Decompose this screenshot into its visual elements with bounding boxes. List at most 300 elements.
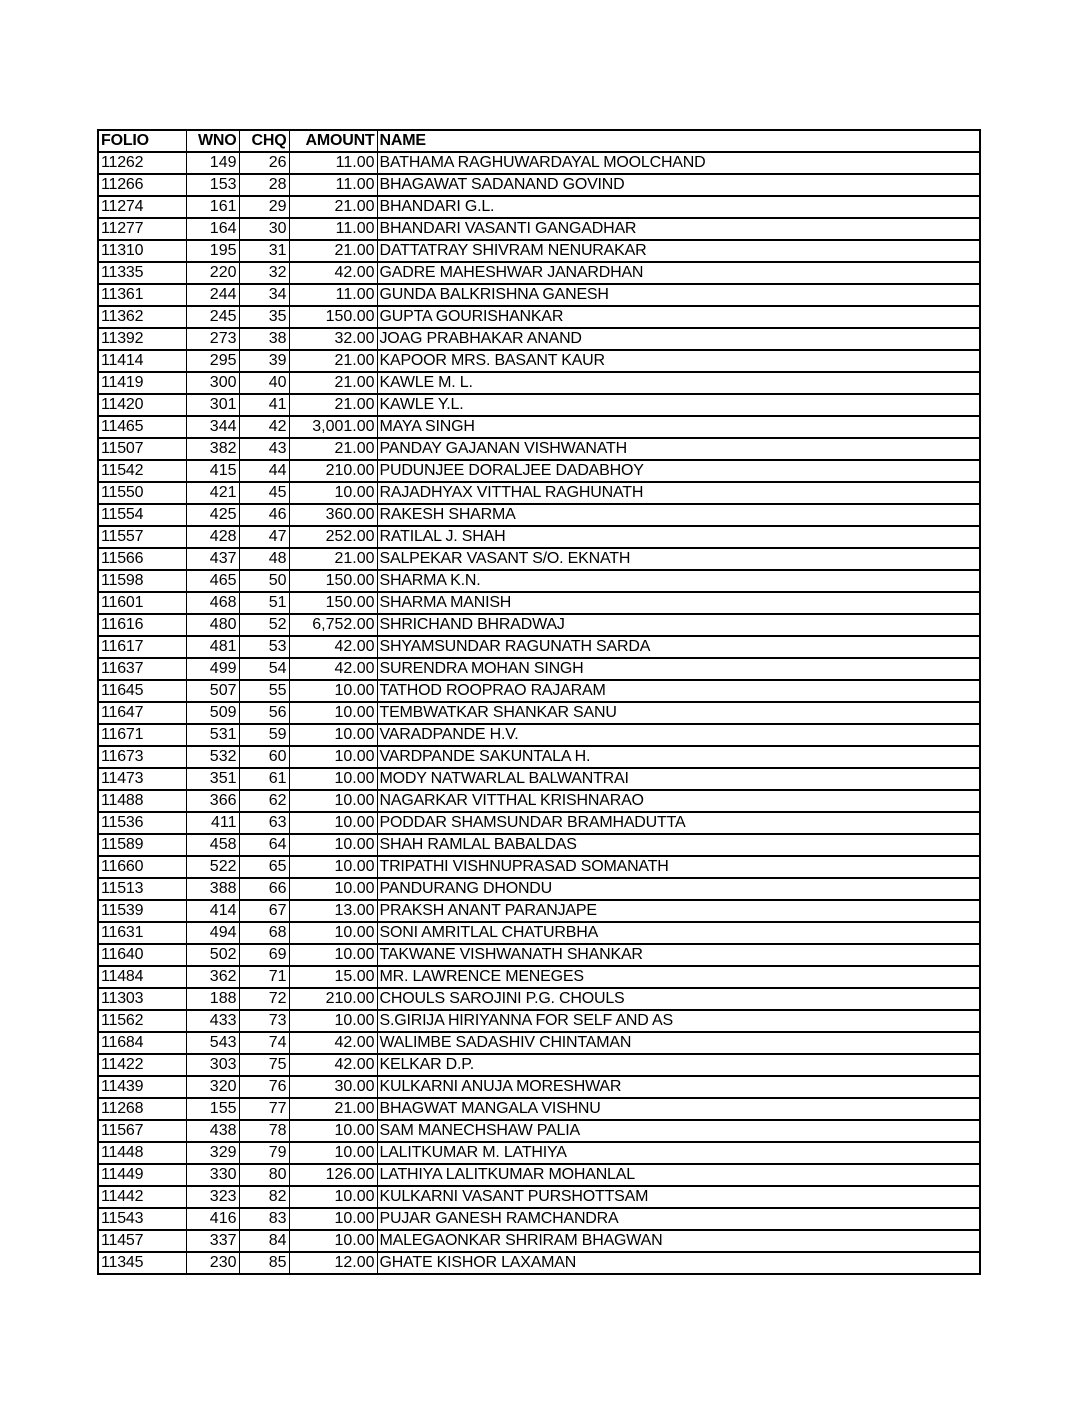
name-cell: BATHAMA RAGHUWARDAYAL MOOLCHAND xyxy=(377,152,980,174)
wno-cell: 428 xyxy=(186,526,239,548)
table-row xyxy=(98,1054,980,1076)
table-row xyxy=(98,372,980,394)
wno-cell: 481 xyxy=(186,636,239,658)
wno-cell: 499 xyxy=(186,658,239,680)
wno-cell: 465 xyxy=(186,570,239,592)
chq-cell: 29 xyxy=(239,196,289,218)
chq-cell: 52 xyxy=(239,614,289,636)
name-cell: BHANDARI G.L. xyxy=(377,196,980,218)
table-row xyxy=(98,1098,980,1120)
folio-cell: 11268 xyxy=(98,1098,186,1120)
chq-cell: 44 xyxy=(239,460,289,482)
amount-cell: 42.00 xyxy=(289,1032,377,1054)
amount-cell: 10.00 xyxy=(289,834,377,856)
amount-cell: 21.00 xyxy=(289,196,377,218)
folio-cell: 11671 xyxy=(98,724,186,746)
amount-cell: 11.00 xyxy=(289,174,377,196)
amount-cell: 10.00 xyxy=(289,1230,377,1252)
name-cell: NAGARKAR VITTHAL KRISHNARAO xyxy=(377,790,980,812)
chq-cell: 82 xyxy=(239,1186,289,1208)
name-cell: KULKARNI ANUJA MORESHWAR xyxy=(377,1076,980,1098)
table-row xyxy=(98,834,980,856)
table-row xyxy=(98,1142,980,1164)
amount-cell: 252.00 xyxy=(289,526,377,548)
folio-cell: 11543 xyxy=(98,1208,186,1230)
dividend-table xyxy=(97,129,981,1275)
wno-cell: 468 xyxy=(186,592,239,614)
wno-cell: 230 xyxy=(186,1252,239,1274)
wno-cell: 509 xyxy=(186,702,239,724)
chq-cell: 47 xyxy=(239,526,289,548)
amount-cell: 13.00 xyxy=(289,900,377,922)
chq-cell: 55 xyxy=(239,680,289,702)
amount-cell: 21.00 xyxy=(289,548,377,570)
folio-cell: 11562 xyxy=(98,1010,186,1032)
name-cell: CHOULS SAROJINI P.G. CHOULS xyxy=(377,988,980,1010)
amount-cell: 10.00 xyxy=(289,856,377,878)
amount-cell: 150.00 xyxy=(289,570,377,592)
table-body xyxy=(98,152,980,1274)
chq-cell: 73 xyxy=(239,1010,289,1032)
amount-cell: 15.00 xyxy=(289,966,377,988)
header-row xyxy=(98,130,980,152)
folio-cell: 11362 xyxy=(98,306,186,328)
wno-cell: 433 xyxy=(186,1010,239,1032)
folio-cell: 11439 xyxy=(98,1076,186,1098)
folio-cell: 11266 xyxy=(98,174,186,196)
name-cell: TEMBWATKAR SHANKAR SANU xyxy=(377,702,980,724)
wno-cell: 480 xyxy=(186,614,239,636)
amount-cell: 10.00 xyxy=(289,922,377,944)
table-row xyxy=(98,988,980,1010)
table-row xyxy=(98,416,980,438)
chq-cell: 26 xyxy=(239,152,289,174)
table-row xyxy=(98,1120,980,1142)
name-cell: KAPOOR MRS. BASANT KAUR xyxy=(377,350,980,372)
name-cell: TRIPATHI VISHNUPRASAD SOMANATH xyxy=(377,856,980,878)
folio-cell: 11617 xyxy=(98,636,186,658)
name-cell: SHYAMSUNDAR RAGUNATH SARDA xyxy=(377,636,980,658)
table-row xyxy=(98,504,980,526)
amount-cell: 210.00 xyxy=(289,460,377,482)
name-cell: S.GIRIJA HIRIYANNA FOR SELF AND AS xyxy=(377,1010,980,1032)
chq-cell: 78 xyxy=(239,1120,289,1142)
name-cell: WALIMBE SADASHIV CHINTAMAN xyxy=(377,1032,980,1054)
chq-cell: 54 xyxy=(239,658,289,680)
folio-cell: 11310 xyxy=(98,240,186,262)
amount-cell: 10.00 xyxy=(289,878,377,900)
name-cell: KAWLE Y.L. xyxy=(377,394,980,416)
table-row xyxy=(98,1208,980,1230)
chq-cell: 67 xyxy=(239,900,289,922)
table-row xyxy=(98,878,980,900)
column-header-folio: FOLIO xyxy=(98,130,186,152)
amount-cell: 21.00 xyxy=(289,372,377,394)
table-row xyxy=(98,1076,980,1098)
folio-cell: 11488 xyxy=(98,790,186,812)
amount-cell: 30.00 xyxy=(289,1076,377,1098)
amount-cell: 10.00 xyxy=(289,768,377,790)
chq-cell: 38 xyxy=(239,328,289,350)
table-row xyxy=(98,746,980,768)
table-row xyxy=(98,350,980,372)
table-row xyxy=(98,1032,980,1054)
chq-cell: 45 xyxy=(239,482,289,504)
amount-cell: 3,001.00 xyxy=(289,416,377,438)
wno-cell: 425 xyxy=(186,504,239,526)
folio-cell: 11566 xyxy=(98,548,186,570)
column-header-chq: CHQ xyxy=(239,130,289,152)
folio-cell: 11345 xyxy=(98,1252,186,1274)
name-cell: PUJAR GANESH RAMCHANDRA xyxy=(377,1208,980,1230)
amount-cell: 126.00 xyxy=(289,1164,377,1186)
folio-cell: 11422 xyxy=(98,1054,186,1076)
wno-cell: 421 xyxy=(186,482,239,504)
wno-cell: 522 xyxy=(186,856,239,878)
folio-cell: 11557 xyxy=(98,526,186,548)
table-row xyxy=(98,262,980,284)
chq-cell: 56 xyxy=(239,702,289,724)
table-row xyxy=(98,724,980,746)
folio-cell: 11631 xyxy=(98,922,186,944)
wno-cell: 411 xyxy=(186,812,239,834)
amount-cell: 10.00 xyxy=(289,680,377,702)
name-cell: GUNDA BALKRISHNA GANESH xyxy=(377,284,980,306)
amount-cell: 11.00 xyxy=(289,152,377,174)
name-cell: SURENDRA MOHAN SINGH xyxy=(377,658,980,680)
folio-cell: 11277 xyxy=(98,218,186,240)
amount-cell: 150.00 xyxy=(289,306,377,328)
wno-cell: 301 xyxy=(186,394,239,416)
folio-cell: 11484 xyxy=(98,966,186,988)
name-cell: SAM MANECHSHAW PALIA xyxy=(377,1120,980,1142)
wno-cell: 323 xyxy=(186,1186,239,1208)
folio-cell: 11645 xyxy=(98,680,186,702)
name-cell: PODDAR SHAMSUNDAR BRAMHADUTTA xyxy=(377,812,980,834)
wno-cell: 351 xyxy=(186,768,239,790)
chq-cell: 43 xyxy=(239,438,289,460)
table-row xyxy=(98,1186,980,1208)
chq-cell: 59 xyxy=(239,724,289,746)
folio-cell: 11303 xyxy=(98,988,186,1010)
wno-cell: 344 xyxy=(186,416,239,438)
amount-cell: 32.00 xyxy=(289,328,377,350)
name-cell: JOAG PRABHAKAR ANAND xyxy=(377,328,980,350)
table-row xyxy=(98,306,980,328)
chq-cell: 80 xyxy=(239,1164,289,1186)
name-cell: PRAKSH ANANT PARANJAPE xyxy=(377,900,980,922)
amount-cell: 11.00 xyxy=(289,284,377,306)
chq-cell: 53 xyxy=(239,636,289,658)
chq-cell: 35 xyxy=(239,306,289,328)
name-cell: TATHOD ROOPRAO RAJARAM xyxy=(377,680,980,702)
wno-cell: 531 xyxy=(186,724,239,746)
amount-cell: 10.00 xyxy=(289,1120,377,1142)
table-row xyxy=(98,196,980,218)
table-row xyxy=(98,592,980,614)
folio-cell: 11637 xyxy=(98,658,186,680)
amount-cell: 10.00 xyxy=(289,790,377,812)
name-cell: BHANDARI VASANTI GANGADHAR xyxy=(377,218,980,240)
table-row xyxy=(98,944,980,966)
folio-cell: 11262 xyxy=(98,152,186,174)
name-cell: GUPTA GOURISHANKAR xyxy=(377,306,980,328)
name-cell: BHAGAWAT SADANAND GOVIND xyxy=(377,174,980,196)
column-header-name: NAME xyxy=(377,130,980,152)
chq-cell: 50 xyxy=(239,570,289,592)
folio-cell: 11660 xyxy=(98,856,186,878)
amount-cell: 10.00 xyxy=(289,1142,377,1164)
table-row xyxy=(98,174,980,196)
chq-cell: 71 xyxy=(239,966,289,988)
table-row xyxy=(98,614,980,636)
table-row xyxy=(98,636,980,658)
name-cell: PANDURANG DHONDU xyxy=(377,878,980,900)
folio-cell: 11465 xyxy=(98,416,186,438)
name-cell: RAJADHYAX VITTHAL RAGHUNATH xyxy=(377,482,980,504)
amount-cell: 10.00 xyxy=(289,1186,377,1208)
name-cell: PUDUNJEE DORALJEE DADABHOY xyxy=(377,460,980,482)
wno-cell: 195 xyxy=(186,240,239,262)
name-cell: KULKARNI VASANT PURSHOTTSAM xyxy=(377,1186,980,1208)
amount-cell: 21.00 xyxy=(289,350,377,372)
name-cell: BHAGWAT MANGALA VISHNU xyxy=(377,1098,980,1120)
name-cell: MAYA SINGH xyxy=(377,416,980,438)
wno-cell: 458 xyxy=(186,834,239,856)
table-row xyxy=(98,328,980,350)
chq-cell: 65 xyxy=(239,856,289,878)
name-cell: SHAH RAMLAL BABALDAS xyxy=(377,834,980,856)
wno-cell: 295 xyxy=(186,350,239,372)
chq-cell: 41 xyxy=(239,394,289,416)
folio-cell: 11274 xyxy=(98,196,186,218)
column-header-wno: WNO xyxy=(186,130,239,152)
wno-cell: 416 xyxy=(186,1208,239,1230)
amount-cell: 10.00 xyxy=(289,702,377,724)
table-row xyxy=(98,152,980,174)
wno-cell: 155 xyxy=(186,1098,239,1120)
wno-cell: 300 xyxy=(186,372,239,394)
chq-cell: 63 xyxy=(239,812,289,834)
amount-cell: 21.00 xyxy=(289,240,377,262)
folio-cell: 11335 xyxy=(98,262,186,284)
chq-cell: 79 xyxy=(239,1142,289,1164)
chq-cell: 72 xyxy=(239,988,289,1010)
table-row xyxy=(98,812,980,834)
chq-cell: 28 xyxy=(239,174,289,196)
chq-cell: 46 xyxy=(239,504,289,526)
chq-cell: 61 xyxy=(239,768,289,790)
amount-cell: 10.00 xyxy=(289,482,377,504)
table-row xyxy=(98,900,980,922)
folio-cell: 11640 xyxy=(98,944,186,966)
wno-cell: 220 xyxy=(186,262,239,284)
folio-cell: 11589 xyxy=(98,834,186,856)
name-cell: KELKAR D.P. xyxy=(377,1054,980,1076)
folio-cell: 11361 xyxy=(98,284,186,306)
name-cell: SALPEKAR VASANT S/O. EKNATH xyxy=(377,548,980,570)
amount-cell: 10.00 xyxy=(289,1010,377,1032)
folio-cell: 11507 xyxy=(98,438,186,460)
chq-cell: 48 xyxy=(239,548,289,570)
table-row xyxy=(98,922,980,944)
wno-cell: 507 xyxy=(186,680,239,702)
chq-cell: 30 xyxy=(239,218,289,240)
chq-cell: 84 xyxy=(239,1230,289,1252)
name-cell: GADRE MAHESHWAR JANARDHAN xyxy=(377,262,980,284)
amount-cell: 10.00 xyxy=(289,1208,377,1230)
amount-cell: 21.00 xyxy=(289,438,377,460)
chq-cell: 66 xyxy=(239,878,289,900)
chq-cell: 60 xyxy=(239,746,289,768)
folio-cell: 11442 xyxy=(98,1186,186,1208)
amount-cell: 210.00 xyxy=(289,988,377,1010)
chq-cell: 40 xyxy=(239,372,289,394)
wno-cell: 273 xyxy=(186,328,239,350)
wno-cell: 161 xyxy=(186,196,239,218)
table-row xyxy=(98,394,980,416)
folio-cell: 11513 xyxy=(98,878,186,900)
table-row xyxy=(98,548,980,570)
wno-cell: 330 xyxy=(186,1164,239,1186)
wno-cell: 414 xyxy=(186,900,239,922)
chq-cell: 69 xyxy=(239,944,289,966)
table-row xyxy=(98,438,980,460)
wno-cell: 543 xyxy=(186,1032,239,1054)
amount-cell: 360.00 xyxy=(289,504,377,526)
wno-cell: 362 xyxy=(186,966,239,988)
name-cell: RAKESH SHARMA xyxy=(377,504,980,526)
folio-cell: 11457 xyxy=(98,1230,186,1252)
folio-cell: 11616 xyxy=(98,614,186,636)
chq-cell: 74 xyxy=(239,1032,289,1054)
name-cell: VARDPANDE SAKUNTALA H. xyxy=(377,746,980,768)
wno-cell: 244 xyxy=(186,284,239,306)
name-cell: MR. LAWRENCE MENEGES xyxy=(377,966,980,988)
folio-cell: 11542 xyxy=(98,460,186,482)
chq-cell: 31 xyxy=(239,240,289,262)
wno-cell: 153 xyxy=(186,174,239,196)
folio-cell: 11420 xyxy=(98,394,186,416)
chq-cell: 85 xyxy=(239,1252,289,1274)
amount-cell: 12.00 xyxy=(289,1252,377,1274)
name-cell: LALITKUMAR M. LATHIYA xyxy=(377,1142,980,1164)
wno-cell: 329 xyxy=(186,1142,239,1164)
name-cell: TAKWANE VISHWANATH SHANKAR xyxy=(377,944,980,966)
amount-cell: 21.00 xyxy=(289,394,377,416)
name-cell: VARADPANDE H.V. xyxy=(377,724,980,746)
chq-cell: 77 xyxy=(239,1098,289,1120)
folio-cell: 11473 xyxy=(98,768,186,790)
folio-cell: 11601 xyxy=(98,592,186,614)
folio-cell: 11567 xyxy=(98,1120,186,1142)
folio-cell: 11598 xyxy=(98,570,186,592)
folio-cell: 11539 xyxy=(98,900,186,922)
wno-cell: 388 xyxy=(186,878,239,900)
wno-cell: 438 xyxy=(186,1120,239,1142)
folio-cell: 11392 xyxy=(98,328,186,350)
amount-cell: 42.00 xyxy=(289,1054,377,1076)
amount-cell: 10.00 xyxy=(289,746,377,768)
wno-cell: 366 xyxy=(186,790,239,812)
wno-cell: 188 xyxy=(186,988,239,1010)
amount-cell: 42.00 xyxy=(289,262,377,284)
table-row xyxy=(98,526,980,548)
table-row xyxy=(98,768,980,790)
folio-cell: 11449 xyxy=(98,1164,186,1186)
table-row xyxy=(98,680,980,702)
column-header-amount: AMOUNT xyxy=(289,130,377,152)
table-row xyxy=(98,1252,980,1274)
amount-cell: 21.00 xyxy=(289,1098,377,1120)
name-cell: LATHIYA LALITKUMAR MOHANLAL xyxy=(377,1164,980,1186)
wno-cell: 337 xyxy=(186,1230,239,1252)
folio-cell: 11684 xyxy=(98,1032,186,1054)
wno-cell: 245 xyxy=(186,306,239,328)
folio-cell: 11647 xyxy=(98,702,186,724)
folio-cell: 11550 xyxy=(98,482,186,504)
wno-cell: 437 xyxy=(186,548,239,570)
folio-cell: 11673 xyxy=(98,746,186,768)
chq-cell: 76 xyxy=(239,1076,289,1098)
table-row xyxy=(98,790,980,812)
table-row xyxy=(98,966,980,988)
wno-cell: 164 xyxy=(186,218,239,240)
folio-cell: 11414 xyxy=(98,350,186,372)
chq-cell: 39 xyxy=(239,350,289,372)
amount-cell: 10.00 xyxy=(289,812,377,834)
name-cell: SHRICHAND BHRADWAJ xyxy=(377,614,980,636)
name-cell: MODY NATWARLAL BALWANTRAI xyxy=(377,768,980,790)
amount-cell: 42.00 xyxy=(289,658,377,680)
wno-cell: 502 xyxy=(186,944,239,966)
table-row xyxy=(98,1230,980,1252)
amount-cell: 10.00 xyxy=(289,944,377,966)
chq-cell: 42 xyxy=(239,416,289,438)
name-cell: MALEGAONKAR SHRIRAM BHAGWAN xyxy=(377,1230,980,1252)
table-row xyxy=(98,658,980,680)
table-row xyxy=(98,460,980,482)
table-row xyxy=(98,1010,980,1032)
wno-cell: 320 xyxy=(186,1076,239,1098)
table-header xyxy=(98,130,980,152)
name-cell: GHATE KISHOR LAXAMAN xyxy=(377,1252,980,1274)
table-row xyxy=(98,482,980,504)
table-row xyxy=(98,284,980,306)
name-cell: SHARMA MANISH xyxy=(377,592,980,614)
wno-cell: 532 xyxy=(186,746,239,768)
wno-cell: 415 xyxy=(186,460,239,482)
name-cell: RATILAL J. SHAH xyxy=(377,526,980,548)
amount-cell: 6,752.00 xyxy=(289,614,377,636)
amount-cell: 42.00 xyxy=(289,636,377,658)
folio-cell: 11448 xyxy=(98,1142,186,1164)
wno-cell: 149 xyxy=(186,152,239,174)
amount-cell: 10.00 xyxy=(289,724,377,746)
chq-cell: 64 xyxy=(239,834,289,856)
chq-cell: 62 xyxy=(239,790,289,812)
table-row xyxy=(98,570,980,592)
chq-cell: 83 xyxy=(239,1208,289,1230)
chq-cell: 68 xyxy=(239,922,289,944)
amount-cell: 11.00 xyxy=(289,218,377,240)
wno-cell: 382 xyxy=(186,438,239,460)
name-cell: KAWLE M. L. xyxy=(377,372,980,394)
chq-cell: 51 xyxy=(239,592,289,614)
chq-cell: 34 xyxy=(239,284,289,306)
wno-cell: 494 xyxy=(186,922,239,944)
amount-cell: 150.00 xyxy=(289,592,377,614)
